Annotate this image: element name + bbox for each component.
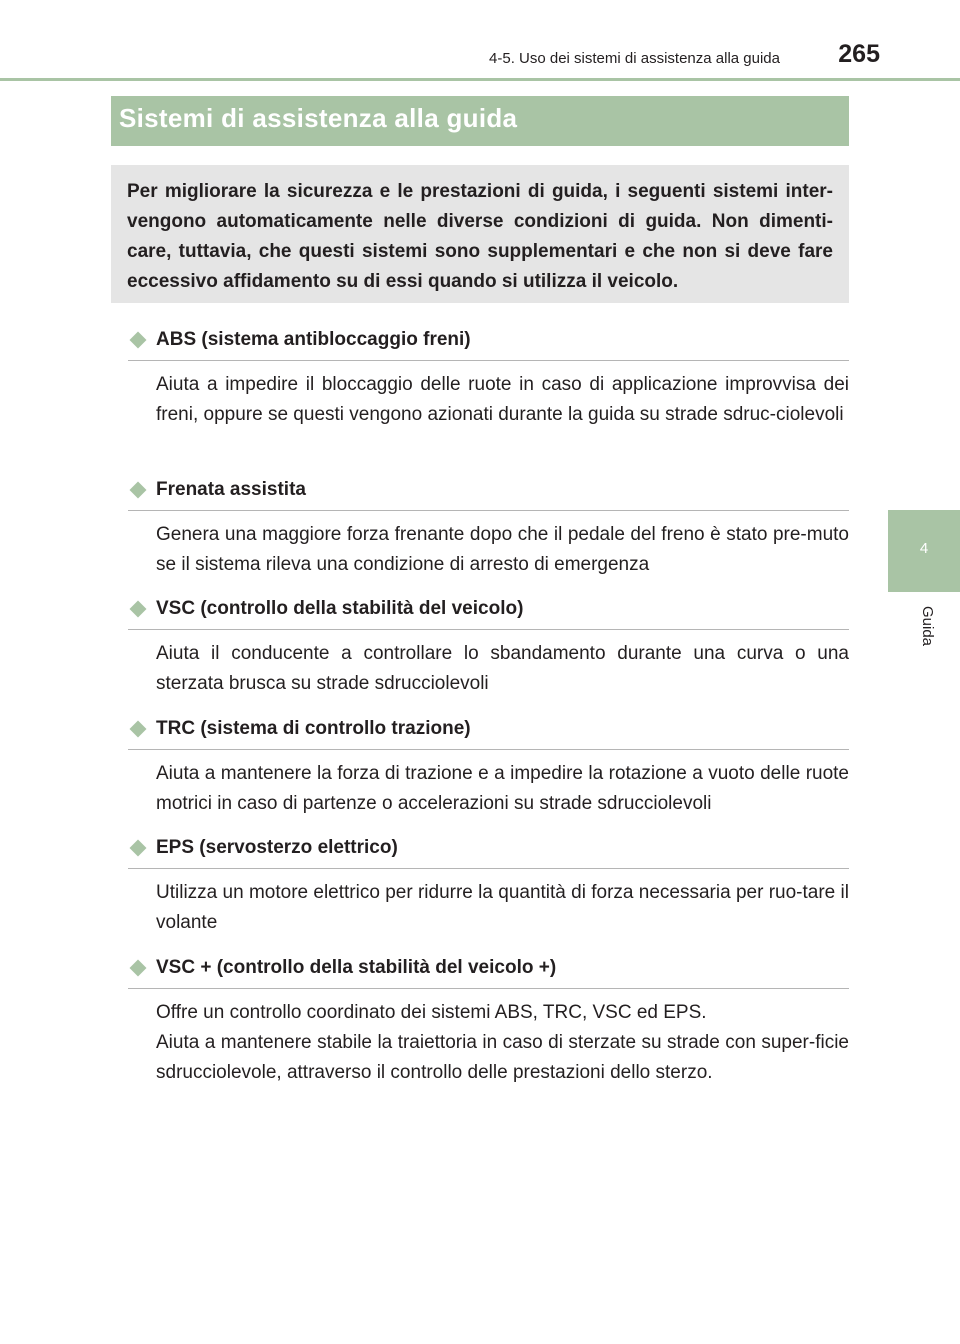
item-title: Frenata assistita [156, 479, 306, 500]
header-divider [0, 78, 960, 81]
item-divider [128, 629, 849, 630]
item-divider [128, 868, 849, 869]
item-divider [128, 749, 849, 750]
list-item [128, 595, 849, 694]
item-title: EPS (servosterzo elettrico) [156, 837, 398, 858]
header-section-title: 4-5. Uso dei sistemi di assistenza alla guida [489, 50, 780, 67]
list-item [128, 476, 849, 575]
intro-box [111, 165, 849, 303]
diamond-bullet-icon [130, 601, 147, 618]
item-title: TRC (sistema di controllo trazione) [156, 718, 471, 739]
item-title: ABS (sistema antibloccaggio freni) [156, 329, 471, 350]
item-divider [128, 360, 849, 361]
item-divider [128, 510, 849, 511]
diamond-bullet-icon [130, 332, 147, 349]
diamond-bullet-icon [130, 840, 147, 857]
item-description-line: Aiuta a mantenere stabile la traiettoria in caso di sterzate su strade con super-ficie sdrucciolevole, attraverso il controllo delle prestazioni dello sterzo. [156, 1032, 849, 1083]
item-description-line: Offre un controllo coordinato dei sistemi ABS, TRC, VSC ed EPS. [156, 1002, 707, 1023]
list-item [128, 715, 849, 814]
page-number: 265 [838, 40, 880, 68]
item-title: VSC + (controllo della stabilità del veicolo +) [156, 957, 557, 978]
item-divider [128, 988, 849, 989]
item-description: Utilizza un motore elettrico per ridurre la quantità di forza necessaria per ruo-tare il volante [156, 882, 849, 933]
intro-text: Per migliorare la sicurezza e le prestazioni di guida, i seguenti sistemi inter-vengono automaticamente nelle diverse condizioni di guida. Non dimenti-care, tuttavia, che questi sistemi sono supplementari e che non si deve fare eccessivo affidamento su di essi quando si utilizza il veicolo. [127, 181, 833, 292]
list-item [128, 954, 849, 1083]
item-description [156, 998, 849, 1088]
section-title-bar [111, 96, 849, 146]
item-description: Aiuta a mantenere la forza di trazione e a impedire la rotazione a vuoto delle ruote motrici in caso di partenze o accelerazioni su strade sdrucciolevoli [156, 763, 849, 814]
item-title: VSC (controllo della stabilità del veicolo) [156, 598, 524, 619]
section-title: Sistemi di assistenza alla guida [119, 103, 518, 133]
chapter-label: Guida [919, 606, 936, 647]
list-item [128, 834, 849, 933]
chapter-tab [888, 510, 960, 592]
diamond-bullet-icon [130, 482, 147, 499]
item-description: Genera una maggiore forza frenante dopo che il pedale del freno è stato pre-muto se il sistema rileva una condizione di arresto di emergenza [156, 524, 849, 575]
chapter-number: 4 [919, 540, 929, 557]
list-item [128, 326, 849, 425]
diamond-bullet-icon [130, 721, 147, 738]
item-description: Aiuta il conducente a controllare lo sbandamento durante una curva o una sterzata brusca su strade sdrucciolevoli [156, 643, 849, 694]
diamond-bullet-icon [130, 960, 147, 977]
item-description: Aiuta a impedire il bloccaggio delle ruote in caso di applicazione improvvisa dei freni, oppure se questi vengono azionati durante la guida su strade sdruc-ciolevoli [156, 374, 849, 425]
